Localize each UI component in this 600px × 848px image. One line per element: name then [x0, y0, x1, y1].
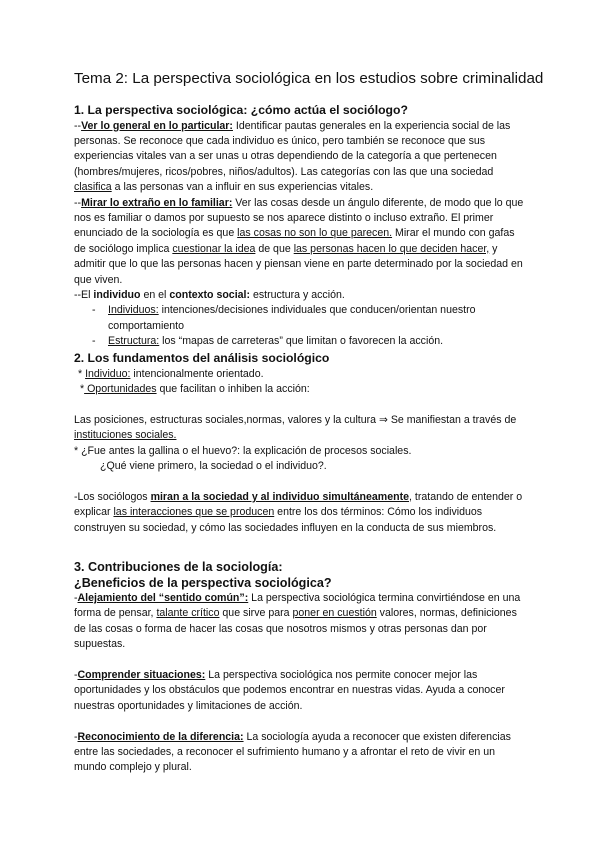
section-2-paragraph-positions	[74, 413, 528, 444]
structure-action-list	[74, 303, 528, 349]
bullet-asterisk: *	[80, 382, 85, 395]
bullet-asterisk: *	[78, 367, 86, 380]
list-item-text: intenciones/decisiones individuales que conducen/orientan nuestro comportamiento	[108, 304, 476, 332]
section-3-heading: 3. Contribuciones de la sociología:	[74, 560, 283, 574]
individual-prefix: --El	[74, 288, 94, 301]
section-1	[74, 103, 528, 350]
individuo-term: Individuo:	[85, 367, 131, 380]
clasifica-term: clasifica	[74, 181, 112, 194]
section-3	[74, 559, 528, 776]
benefit-common-sense	[74, 591, 528, 653]
general-in-particular-text: Identificar pautas generales en la experiencia social de las personas. Se reconoce que cada individuo es único, pero también se reconoce que sus experiencias vitales van a ser unas u otras dependiendo de la categoría a que pertenecen (hombres/mujeres, ricos/pobres, niños/adultos). Las categorías con las que una sociedad	[74, 119, 511, 178]
benefit-recognize-difference	[74, 730, 528, 776]
strange-text-1: Ver las cosas desde un ángulo diferente, de modo que lo que nos es familiar o damos por supuesto se nos aparece distinto o incluso extraño. El primer enunciado de la sociología es que	[74, 196, 524, 240]
dash-prefix: --	[74, 196, 82, 209]
social-context-term: contexto social:	[169, 288, 251, 301]
sociologists-text-3: entre los dos términos: Cómo los individuos construyen su sociedad, y cómo las sociedades influyen en la conducta de sus miembros.	[74, 506, 497, 534]
chicken-egg-question: ¿Qué viene primero, la sociedad o el individuo?.	[100, 459, 327, 472]
strange-text-2: Mirar el mundo con gafas de sociólogo implica	[74, 227, 515, 255]
section-2-item-individuo	[74, 367, 528, 382]
strange-text-3: de que	[255, 242, 294, 255]
section-2-paragraph-sociologists	[74, 490, 528, 536]
critical-attitude-term: talante crítico	[156, 607, 220, 620]
sociologists-text-1: -Los sociólogos	[74, 490, 151, 503]
oportunidades-term: Oportunidades	[84, 382, 157, 395]
common-sense-text-2: que sirve para	[219, 607, 293, 620]
individual-text-2: estructura y acción.	[250, 288, 345, 301]
strange-underline-1: las cosas no son lo que parecen.	[237, 227, 393, 240]
section-2	[74, 351, 528, 536]
list-item-text: los “mapas de carreteras” que limitan o favorecen la acción.	[159, 335, 444, 348]
section-2-item-oportunidades	[74, 382, 528, 397]
section-1-paragraph-individual	[74, 288, 528, 303]
general-in-particular-title: Ver lo general en lo particular:	[81, 119, 233, 132]
oportunidades-text: que facilitan o inhiben la acción:	[156, 382, 310, 395]
strange-underline-3: las personas hacen lo que deciden hacer,	[293, 242, 490, 255]
interactions-term: las interacciones que se producen	[113, 506, 275, 519]
general-in-particular-text-end: a las personas van a influir en sus experiencias vitales.	[111, 181, 374, 194]
individuo-text: intencionalmente orientado.	[130, 367, 264, 380]
common-sense-text-1: La perspectiva sociológica termina convirtiéndose en una forma de pensar,	[74, 592, 521, 620]
understand-situations-title: Comprender situaciones:	[77, 669, 206, 682]
dash-prefix: -	[74, 730, 78, 743]
individual-term: individuo	[93, 288, 141, 301]
recognize-difference-text: La sociología ayuda a reconocer que existen diferencias entre las sociedades, a reconocer el sufrimiento humano y a afrontar el reto de vivir en un mundo complejo y plural.	[74, 730, 511, 774]
understand-situations-text: La perspectiva sociológica nos permite conocer mejor las oportunidades y los obstáculos que podemos encontrar en nuestras vidas. Ayuda a conocer nuestras oportunidades y limitaciones de acción.	[74, 669, 505, 712]
dash-prefix: --	[74, 119, 82, 132]
strange-text-4: y admitir que lo que las personas hacen y piensan viene en parte determinado por la sociedad en que viven.	[74, 242, 523, 286]
sociologists-text-2: , tratando de entender o explicar	[74, 490, 523, 519]
sociologists-emphasis: miran a la sociedad y al individuo simultáneamente	[150, 490, 410, 503]
section-1-heading: 1. La perspectiva sociológica: ¿cómo actúa el sociólogo?	[74, 103, 408, 117]
document-title: Tema 2: La perspectiva sociológica en los estudios sobre criminalidad	[74, 70, 544, 87]
section-3-subheading: ¿Beneficios de la perspectiva sociológica?	[74, 576, 332, 590]
list-item	[74, 334, 528, 349]
individual-text-1: en el	[140, 288, 170, 301]
section-1-paragraph-strange	[74, 196, 528, 288]
common-sense-title: Alejamiento del “sentido común”:	[77, 592, 249, 604]
list-item-term: Individuos:	[108, 304, 159, 317]
section-2-heading: 2. Los fundamentos del análisis sociológico	[74, 351, 330, 365]
section-1-paragraph-general	[74, 119, 528, 196]
benefit-understand-situations	[74, 668, 528, 714]
common-sense-text-3: valores, normas, definiciones de las cosas o forma de hacer las cosas que nosotros mismos y otras personas dan por supuestas.	[74, 607, 517, 651]
recognize-difference-title: Reconocimiento de la diferencia:	[77, 730, 244, 743]
social-institutions-term: instituciones sociales.	[74, 429, 177, 442]
list-item	[74, 303, 528, 334]
positions-text: Las posiciones, estructuras sociales,normas, valores y la cultura ⇒ Se manifiestan a través de	[74, 413, 517, 426]
strange-in-familiar-title: Mirar lo extraño en lo familiar:	[81, 196, 233, 209]
dash-prefix: -	[74, 669, 78, 682]
list-item-term: Estructura:	[108, 335, 160, 348]
strange-underline-2: cuestionar la idea	[172, 242, 256, 255]
question-term: poner en cuestión	[292, 607, 377, 620]
dash-prefix: -	[74, 592, 78, 604]
chicken-egg-line: * ¿Fue antes la gallina o el huevo?: la explicación de procesos sociales.	[74, 444, 412, 457]
